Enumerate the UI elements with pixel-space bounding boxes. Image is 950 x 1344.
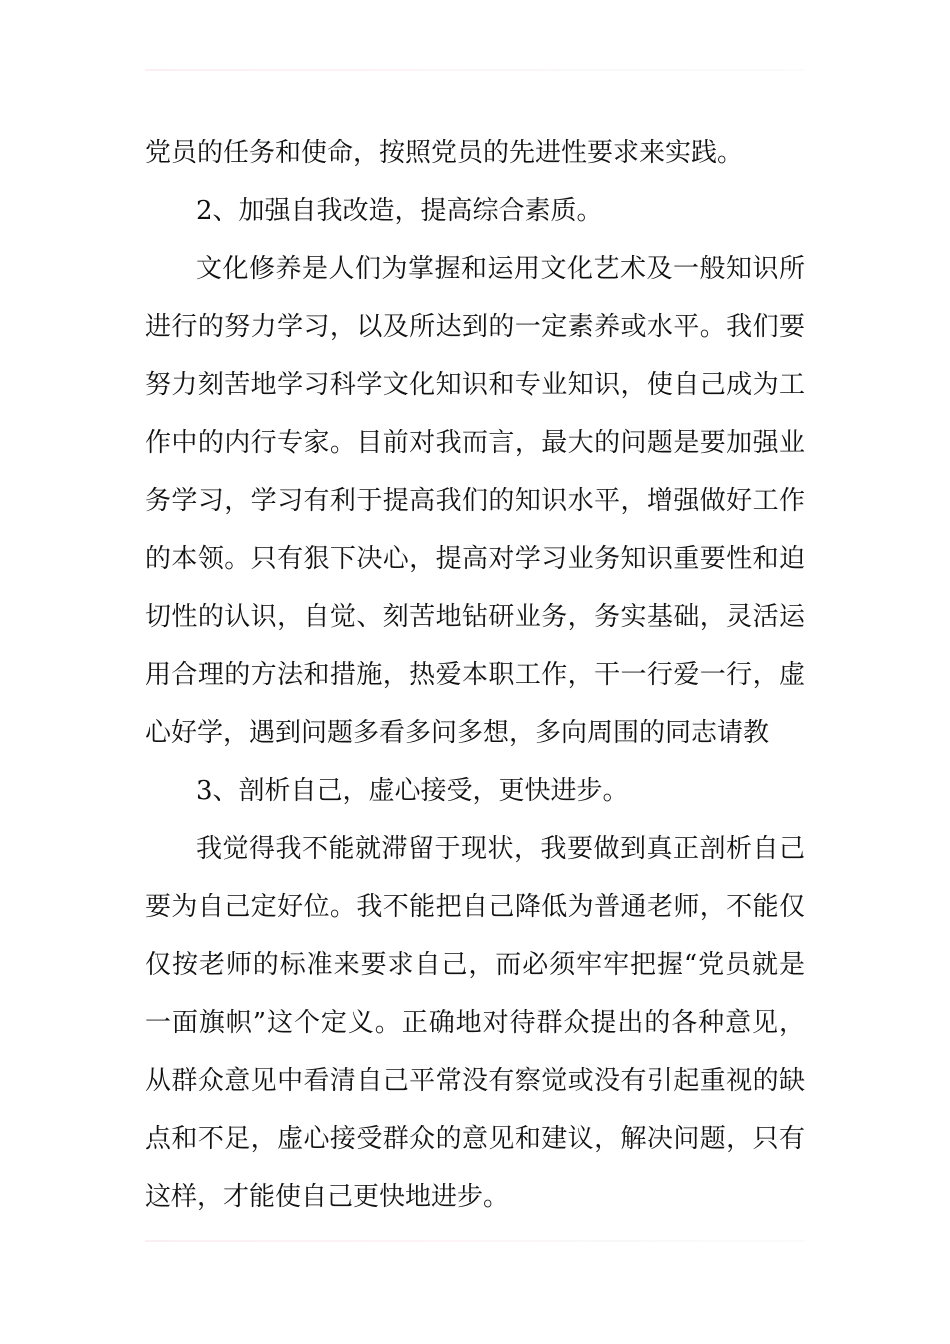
text-line: 心好学，遇到问题多看多问多想，多向周围的同志请教 — [145, 718, 770, 748]
section-heading: 2、加强自我改造，提高综合素质。 — [196, 196, 603, 226]
text-line: 仅按老师的标准来要求自己，而必须牢牢把握“党员就是 — [145, 950, 805, 980]
text-line: 要为自己定好位。我不能把自己降低为普通老师，不能仅 — [145, 892, 805, 922]
header-rule — [145, 69, 805, 71]
text-line: 文化修养是人们为掌握和运用文化艺术及一般知识所 — [196, 254, 805, 284]
text-line: 切性的认识，自觉、刻苦地钻研业务，务实基础，灵活运 — [145, 602, 805, 632]
text-line: 用合理的方法和措施，热爱本职工作，干一行爱一行，虚 — [145, 660, 805, 690]
text-line: 进行的努力学习，以及所达到的一定素养或水平。我们要 — [145, 312, 805, 342]
text-line: 务学习，学习有利于提高我们的知识水平，增强做好工作 — [145, 486, 805, 516]
text-line: 党员的任务和使命，按照党员的先进性要求来实践。 — [145, 138, 744, 168]
text-line: 这样，才能使自己更快地进步。 — [145, 1182, 510, 1212]
section-heading: 3、剖析自己，虚心接受，更快进步。 — [196, 776, 629, 806]
text-line: 努力刻苦地学习科学文化知识和专业知识，使自己成为工 — [145, 370, 805, 400]
text-line: 一面旗帜”这个定义。正确地对待群众提出的各种意见， — [145, 1008, 805, 1038]
text-line: 点和不足，虚心接受群众的意见和建议，解决问题，只有 — [145, 1124, 805, 1154]
text-line: 作中的内行专家。目前对我而言，最大的问题是要加强业 — [145, 428, 805, 458]
text-line: 的本领。只有狠下决心，提高对学习业务知识重要性和迫 — [145, 544, 805, 574]
text-line: 我觉得我不能就滞留于现状，我要做到真正剖析自己 — [196, 834, 805, 864]
footer-rule — [145, 1240, 805, 1242]
text-line: 从群众意见中看清自己平常没有察觉或没有引起重视的缺 — [145, 1066, 805, 1096]
